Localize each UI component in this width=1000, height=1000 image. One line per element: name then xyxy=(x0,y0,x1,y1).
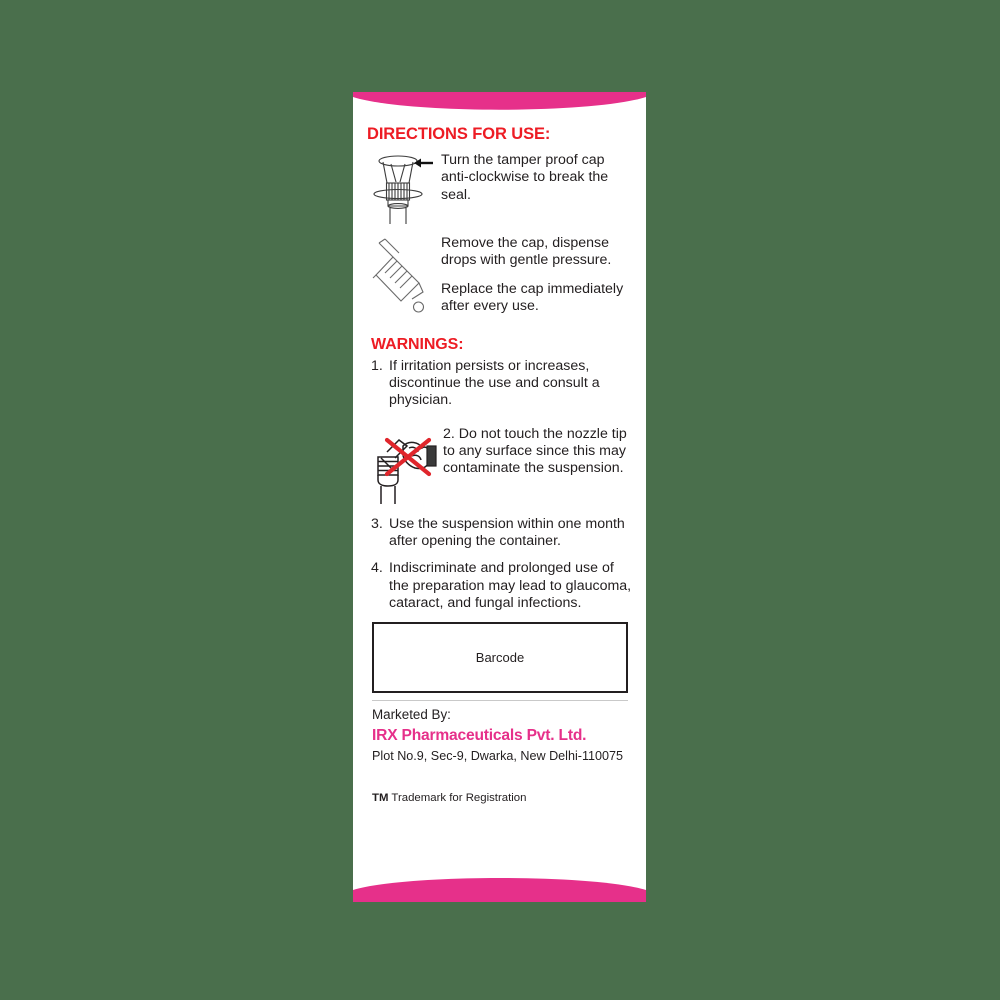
label-content-area xyxy=(353,92,646,902)
directions-step-2-text: Remove the cap, dispense drops with gentle pressure. xyxy=(441,235,612,269)
footer-block xyxy=(367,701,632,803)
warning-item-1-number: 1. xyxy=(371,357,383,374)
warnings-heading: WARNINGS: xyxy=(371,336,464,354)
directions-step-1-text-cell xyxy=(437,152,632,204)
directions-step-2-icon-cell xyxy=(367,235,437,323)
company-address: Plot No.9, Sec-9, Dwarka, New Delhi-110075 xyxy=(372,749,624,764)
barcode-placeholder-label: Barcode xyxy=(475,650,525,666)
tamper-proof-cap-bottle-icon xyxy=(371,152,433,224)
directions-step-3-text: Replace the cap immediately after every use. xyxy=(441,280,624,315)
trademark-line xyxy=(372,792,628,804)
warning-item-1-text: If irritation persists or increases, discontinue the use and consult a physician. xyxy=(389,357,600,409)
warning-item-3 xyxy=(367,516,632,551)
warning-item-3-number: 3. xyxy=(371,515,383,532)
directions-step-1-text: Turn the tamper proof cap anti-clockwise to break the seal. xyxy=(441,152,609,203)
warning-item-4-text: Indiscriminate and prolonged use of the preparation may lead to glaucoma, cataract, and fungal infections. xyxy=(389,560,632,611)
medicine-label-card xyxy=(353,92,646,902)
warning-item-2-text: 2. Do not touch the nozzle tip to any surface since this may contaminate the suspension. xyxy=(443,425,627,477)
warning-item-2 xyxy=(367,420,632,504)
warning-item-1 xyxy=(367,358,632,410)
no-touch-nozzle-crossed-icon xyxy=(369,426,441,504)
barcode-placeholder-box xyxy=(372,622,628,693)
warning-item-3-text: Use the suspension within one month after opening the container. xyxy=(389,515,625,549)
trademark-mark: TM xyxy=(372,791,389,804)
directions-step-2-text-cell xyxy=(437,235,632,315)
directions-step-2 xyxy=(367,235,632,323)
company-name: IRX Pharmaceuticals Pvt. Ltd. xyxy=(372,726,587,744)
warning-item-2-icon-cell xyxy=(367,420,443,504)
warning-item-4 xyxy=(367,560,632,612)
dropper-bottle-squeeze-icon xyxy=(371,237,433,323)
directions-step-1 xyxy=(367,152,632,224)
trademark-text: Trademark for Registration xyxy=(391,791,527,804)
directions-heading: DIRECTIONS FOR USE: xyxy=(367,125,551,143)
warning-item-4-number: 4. xyxy=(371,560,383,577)
directions-step-1-icon-cell xyxy=(367,152,437,224)
marketed-by-label: Marketed By: xyxy=(372,707,451,723)
